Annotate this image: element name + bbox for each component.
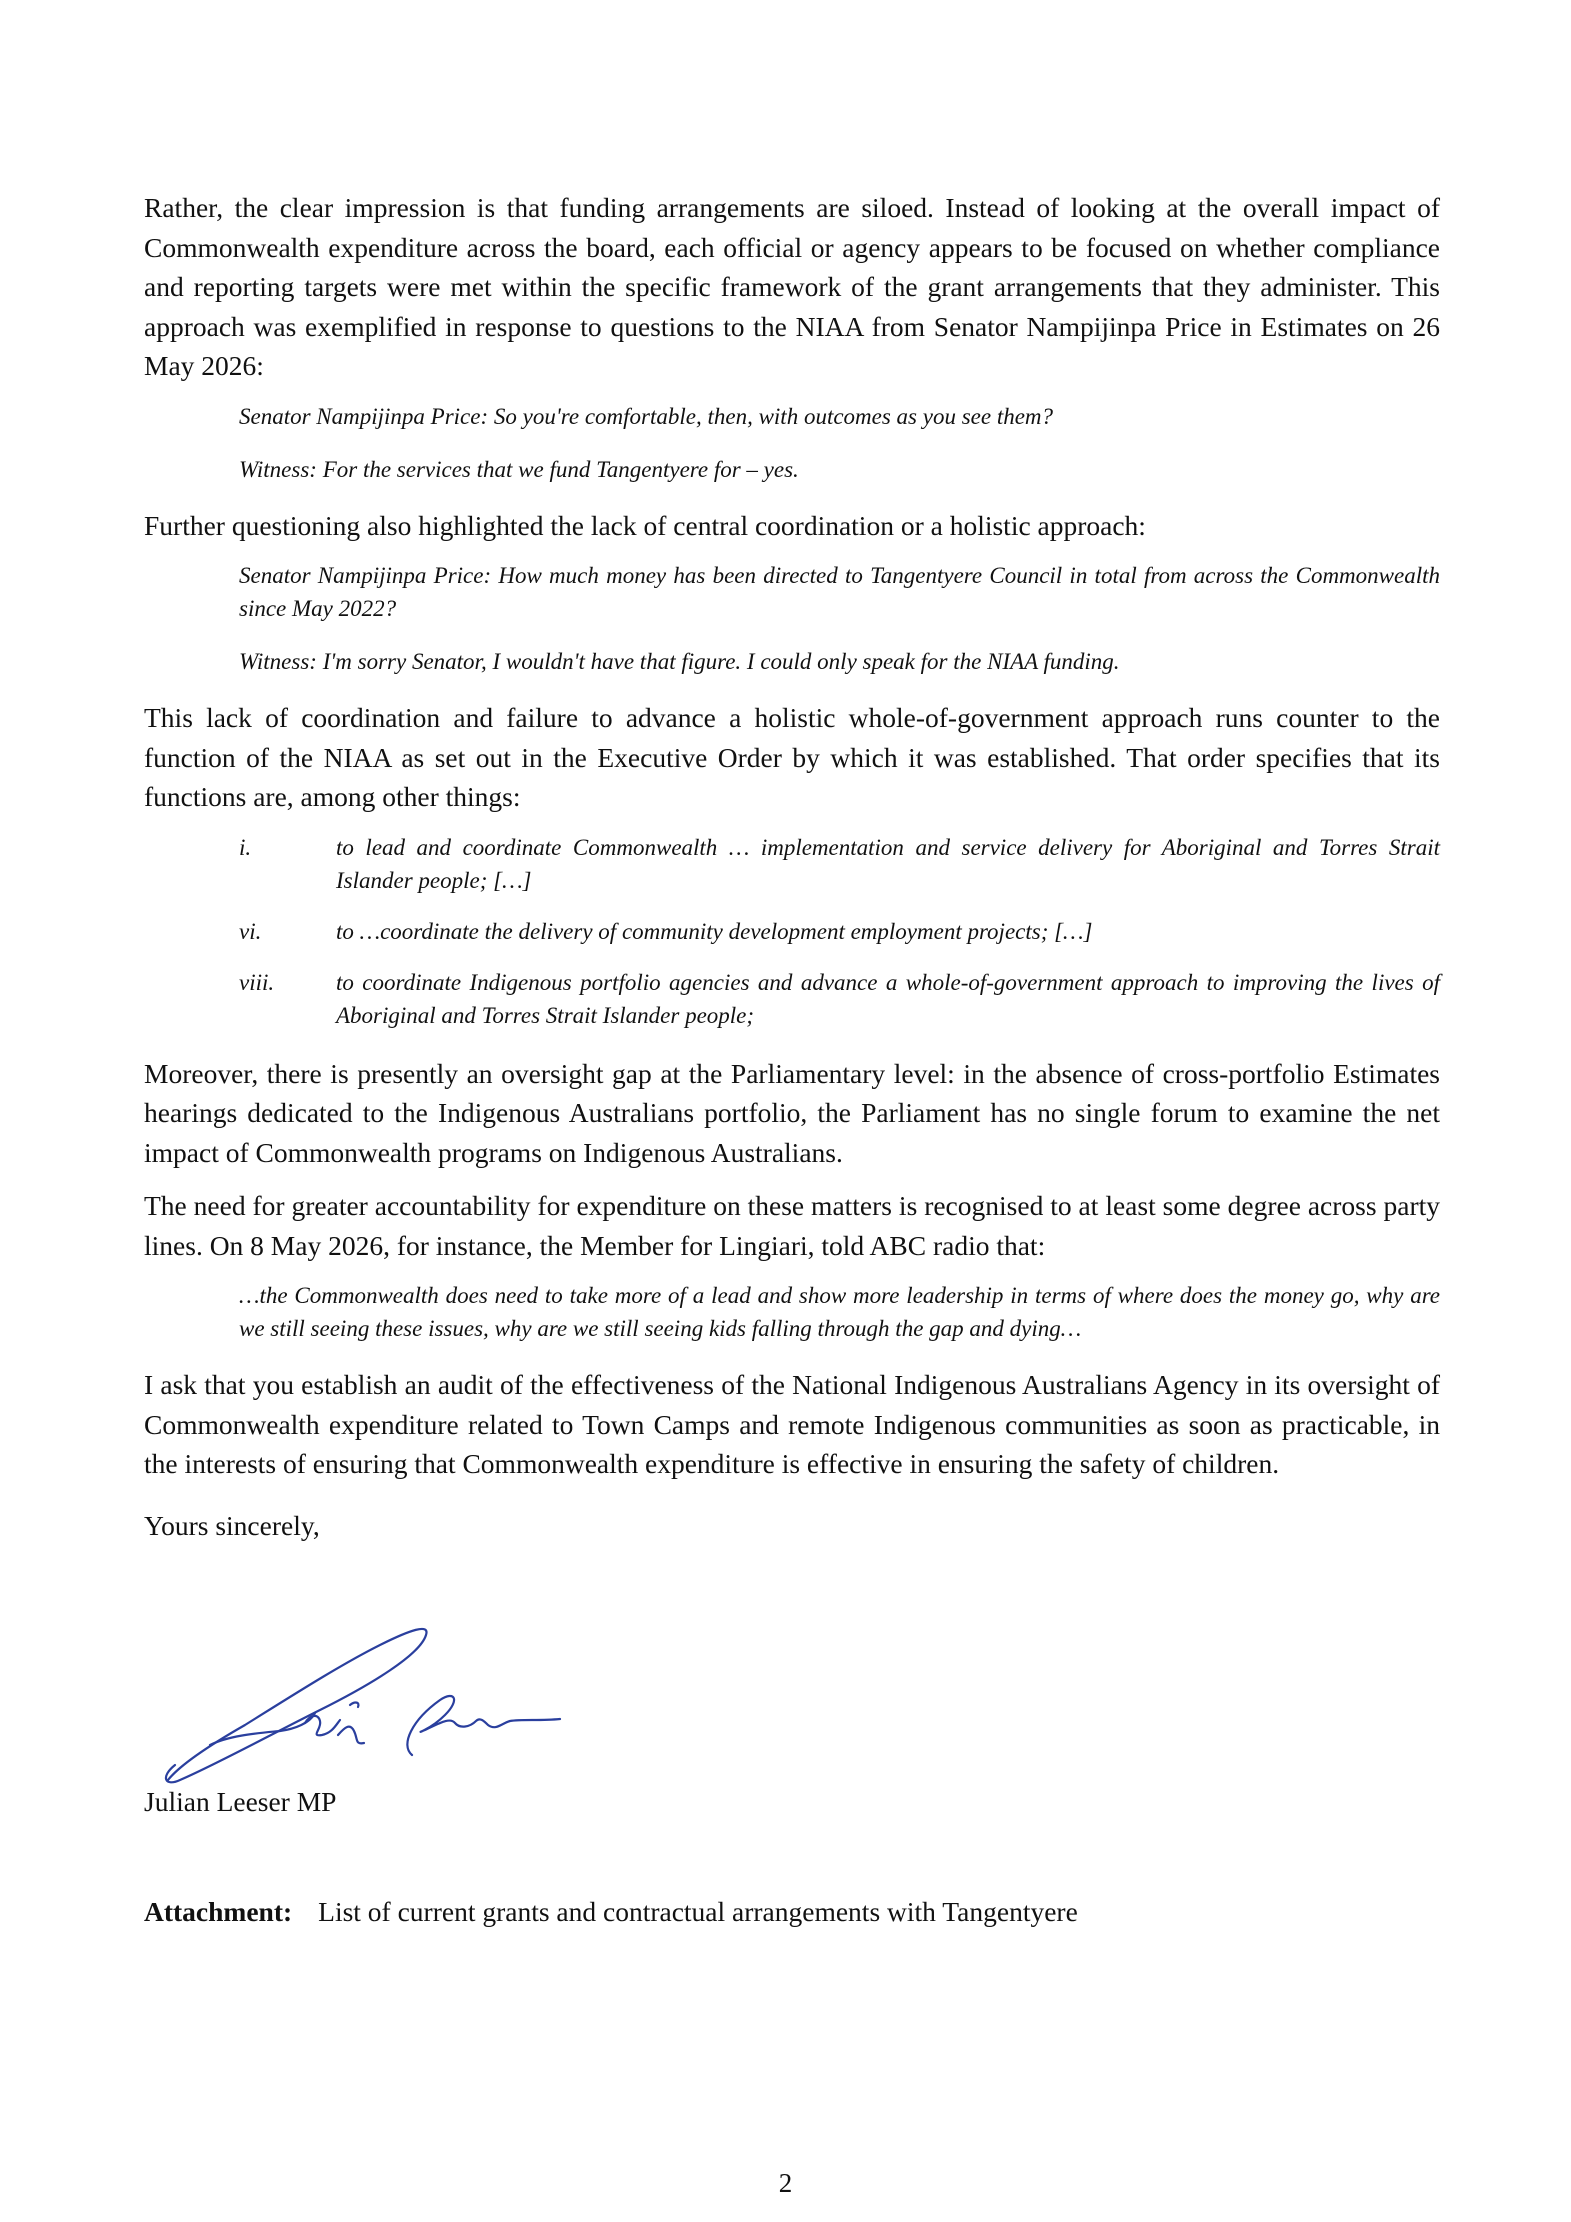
member-for-lingiari-quote: …the Commonwealth does need to take more of a lead and show more leadership in terms of where does the money go, why are we still seeing these issues, why are we still seeing kids falling through the gap and dying… — [239, 1283, 1440, 1341]
paragraph-further-questioning: Further questioning also highlighted the lack of central coordination or a holistic approach: — [144, 509, 1146, 541]
attachment-label: Attachment: — [144, 1896, 293, 1927]
paragraph-accountability: The need for greater accountability for expenditure on these matters is recognised to at least some degree across party lines. On 8 May 2026, for instance, the Member for Lingiari, told ABC radio that: — [144, 1190, 1440, 1261]
paragraph-lack-of-coordination: This lack of coordination and failure to advance a holistic whole-of-government approach runs counter to the function of the NIAA as set out in the Executive Order by which it was established. That order specifies that its functions are, among other things: — [144, 702, 1440, 812]
attachment-text: List of current grants and contractual arrangements with Tangentyere — [318, 1896, 1078, 1927]
list-item — [239, 966, 1440, 1032]
list-item-number: i. — [239, 834, 252, 860]
list-item — [239, 915, 1440, 948]
list-item-text: to coordinate Indigenous portfolio agencies and advance a whole-of-government approach to improving the lives of Aboriginal and Torres Strait Islander people; — [336, 969, 1440, 1028]
list-item-number: viii. — [239, 969, 275, 995]
executive-order-functions-list — [239, 831, 1440, 1032]
paragraph-siloed-funding: Rather, the clear impression is that funding arrangements are siloed. Instead of looking at the overall impact of Commonwealth expenditure across the board, each official or agency appears to be focused on whether compliance and reporting targets were met within the specific framework of the grant arrangements that they administer. This approach was exemplified in response to questions to the NIAA from Senator Nampijinpa Price in Estimates on 26 May 2026: — [144, 192, 1440, 381]
estimates-quote-answer-2: Witness: I'm sorry Senator, I wouldn't have that figure. I could only speak for the NIAA funding. — [239, 649, 1120, 674]
list-item-text: to lead and coordinate Commonwealth … implementation and service delivery for Aboriginal and Torres Strait Islander people; […] — [336, 834, 1440, 893]
list-item-text: to …coordinate the delivery of community development employment projects; […] — [336, 918, 1093, 944]
estimates-quote-answer: Witness: For the services that we fund Tangentyere for – yes. — [239, 456, 799, 482]
paragraph-oversight-gap: Moreover, there is presently an oversight gap at the Parliamentary level: in the absence of cross-portfolio Estimates hearings dedicated to the Indigenous Australians portfolio, the Parliament has no single forum to examine the net impact of Commonwealth programs on Indigenous Australians. — [144, 1057, 1440, 1168]
paragraph-audit-request: I ask that you establish an audit of the effectiveness of the National Indigenous Australians Agency in its oversight of Commonwealth expenditure related to Town Camps and remote Indigenous communities as soon as practicable, in the interests of ensuring that Commonwealth expenditure is effective in ensuring the safety of children. — [144, 1369, 1440, 1479]
closing-salutation: Yours sincerely, — [144, 1509, 320, 1541]
list-item — [239, 831, 1440, 897]
signer-name: Julian Leeser MP — [144, 1786, 337, 1817]
letter-body — [144, 188, 1440, 1559]
list-item-number: vi. — [239, 918, 262, 944]
attachment-line — [144, 1896, 1078, 1928]
handwritten-signature — [150, 1605, 570, 1790]
estimates-quote-question: Senator Nampijinpa Price: So you're comfortable, then, with outcomes as you see them? — [239, 403, 1054, 429]
page-number: 2 — [778, 2168, 793, 2198]
estimates-quote-question-2: Senator Nampijinpa Price: How much money has been directed to Tangentyere Council in total from across the Commonwealth since May 2022? — [239, 563, 1440, 621]
